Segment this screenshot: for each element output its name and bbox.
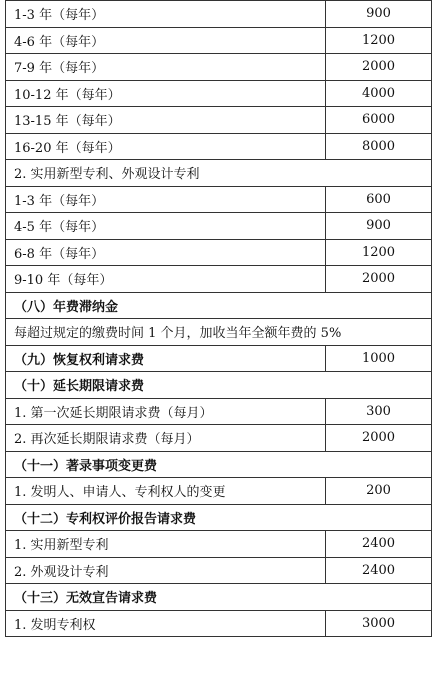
section-heading: （八）年费滞纳金 xyxy=(6,292,432,319)
fee-amount: 6000 xyxy=(326,107,432,134)
fee-item-label: 1. 发明专利权 xyxy=(6,610,326,637)
fee-row xyxy=(6,186,432,213)
fee-note: 每超过规定的缴费时间 1 个月，加收当年全额年费的 5% xyxy=(6,319,432,346)
fee-row xyxy=(6,80,432,107)
fee-row xyxy=(6,1,432,28)
fee-item-label: 16-20 年（每年） xyxy=(6,133,326,160)
fee-amount: 300 xyxy=(326,398,432,425)
fee-item-label: 9-10 年（每年） xyxy=(6,266,326,293)
section-heading: （十）延长期限请求费 xyxy=(6,372,432,399)
fee-item-label: 1-3 年（每年） xyxy=(6,1,326,28)
fee-item-label: 1. 实用新型专利 xyxy=(6,531,326,558)
fee-item-label: 13-15 年（每年） xyxy=(6,107,326,134)
fee-amount: 2000 xyxy=(326,266,432,293)
fee-amount: 2400 xyxy=(326,531,432,558)
section-heading: （十一）著录事项变更费 xyxy=(6,451,432,478)
section-heading: （十三）无效宣告请求费 xyxy=(6,584,432,611)
fee-row xyxy=(6,610,432,637)
fee-row xyxy=(6,504,432,531)
section-heading: （九）恢复权利请求费 xyxy=(6,345,326,372)
fee-amount: 200 xyxy=(326,478,432,505)
fee-row xyxy=(6,133,432,160)
fee-item-label: 7-9 年（每年） xyxy=(6,54,326,81)
fee-amount: 2000 xyxy=(326,425,432,452)
fee-amount: 1200 xyxy=(326,27,432,54)
fee-amount: 3000 xyxy=(326,610,432,637)
fee-row xyxy=(6,54,432,81)
fee-note: 2. 实用新型专利、外观设计专利 xyxy=(6,160,432,187)
fee-amount: 600 xyxy=(326,186,432,213)
fee-item-label: 1. 发明人、申请人、专利权人的变更 xyxy=(6,478,326,505)
fee-item-label: 4-6 年（每年） xyxy=(6,27,326,54)
fee-row xyxy=(6,27,432,54)
fee-row xyxy=(6,584,432,611)
fee-amount: 900 xyxy=(326,213,432,240)
fee-table-body xyxy=(6,1,432,637)
fee-amount: 1000 xyxy=(326,345,432,372)
fee-row xyxy=(6,239,432,266)
fee-row xyxy=(6,160,432,187)
fee-row xyxy=(6,531,432,558)
fee-row xyxy=(6,345,432,372)
fee-item-label: 10-12 年（每年） xyxy=(6,80,326,107)
fee-item-label: 1-3 年（每年） xyxy=(6,186,326,213)
fee-row xyxy=(6,213,432,240)
section-heading: （十二）专利权评价报告请求费 xyxy=(6,504,432,531)
fee-row xyxy=(6,557,432,584)
fee-row xyxy=(6,425,432,452)
fee-item-label: 4-5 年（每年） xyxy=(6,213,326,240)
fee-amount: 2400 xyxy=(326,557,432,584)
fee-row xyxy=(6,398,432,425)
fee-amount: 8000 xyxy=(326,133,432,160)
fee-item-label: 1. 第一次延长期限请求费（每月） xyxy=(6,398,326,425)
fee-amount: 2000 xyxy=(326,54,432,81)
fee-row xyxy=(6,319,432,346)
fee-amount: 900 xyxy=(326,1,432,28)
fee-item-label: 2. 再次延长期限请求费（每月） xyxy=(6,425,326,452)
fee-row xyxy=(6,478,432,505)
fee-row xyxy=(6,372,432,399)
fee-row xyxy=(6,266,432,293)
fee-item-label: 2. 外观设计专利 xyxy=(6,557,326,584)
fee-row xyxy=(6,107,432,134)
fee-item-label: 6-8 年（每年） xyxy=(6,239,326,266)
fee-row xyxy=(6,292,432,319)
fee-amount: 1200 xyxy=(326,239,432,266)
fee-amount: 4000 xyxy=(326,80,432,107)
fee-row xyxy=(6,451,432,478)
fee-table xyxy=(5,0,432,637)
